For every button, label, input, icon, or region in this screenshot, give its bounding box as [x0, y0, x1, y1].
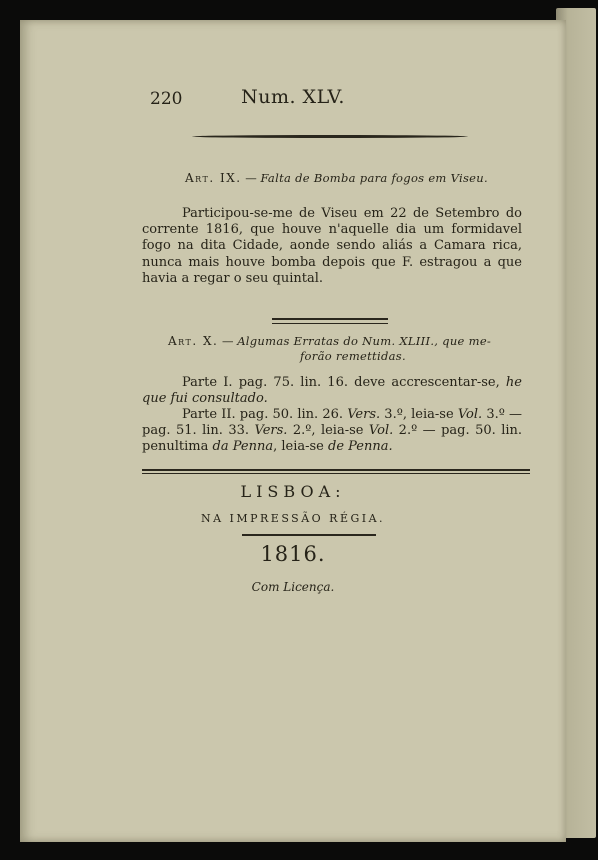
- imprint-short-rule: [242, 534, 376, 536]
- imprint-press: NA IMPRESSÃO RÉGIA.: [200, 512, 386, 525]
- erratum-1-italic: he que fui consultado.: [142, 375, 522, 407]
- erratum-2: [142, 407, 522, 456]
- article-10-label: Art. X.: [168, 334, 219, 348]
- erratum-2-text-d: 2.º, leia-se: [287, 423, 369, 439]
- article-9-body: Participou-se-me de Viseu em 22 de Setembro do corrente 1816, que houve n'aquelle dia um formidavel fogo na dita Cidade, aonde sendo aliás a Camara rica, nunca mais houve bomba depois que F. estragou a que havia a regar o seu quintal.: [142, 206, 522, 286]
- erratum-2-text-b: 3.º, leia-se: [380, 407, 458, 422]
- section-divider-top: [272, 318, 388, 320]
- article-10-title-line1: Algumas Erratas do Num. XLIII., que me-: [237, 334, 492, 348]
- erratum-2-text-c: 3.º — pag. 51. lin. 33.: [142, 407, 523, 439]
- imprint-year: 1816.: [260, 542, 326, 566]
- imprint-rule-top: [142, 469, 530, 471]
- page-number: 220: [150, 89, 183, 109]
- erratum-2-vol-1: Vol.: [457, 407, 483, 422]
- section-divider-bottom: [272, 323, 388, 324]
- erratum-2-vers-1: Vers.: [347, 407, 381, 422]
- erratum-2-de-penna: de Penna.: [328, 439, 393, 455]
- article-10-dash: —: [218, 334, 238, 348]
- erratum-2-vers-2: Vers.: [254, 423, 288, 439]
- erratum-2-vol-2: Vol.: [368, 423, 394, 439]
- imprint-licence: Com Licença.: [251, 580, 335, 594]
- header-rule: [192, 135, 468, 138]
- erratum-2-da-penna: da Penna: [212, 439, 274, 455]
- article-10-title-line2: forão remettidas.: [300, 349, 406, 363]
- imprint-rule-bottom: [142, 473, 530, 474]
- erratum-2-text-e: 2.º — pag. 50. lin. penultima: [142, 423, 523, 455]
- article-10-heading: [168, 334, 528, 364]
- running-title: Num. XLV.: [241, 86, 345, 108]
- erratum-1: [142, 375, 522, 407]
- erratum-1-text: Parte I. pag. 75. lin. 16. deve accrescentar-se,: [182, 375, 506, 390]
- article-9-label: Art. IX.: [185, 171, 242, 185]
- article-9-dash: —: [241, 171, 261, 185]
- article-9-heading: [185, 171, 488, 185]
- imprint-city: LISBOA:: [240, 482, 346, 501]
- book-page: [20, 20, 566, 842]
- erratum-2-text-a: Parte II. pag. 50. lin. 26.: [182, 407, 348, 422]
- erratum-2-text-f: , leia-se: [273, 439, 328, 455]
- article-9-title: Falta de Bomba para fogos em Viseu.: [260, 171, 488, 185]
